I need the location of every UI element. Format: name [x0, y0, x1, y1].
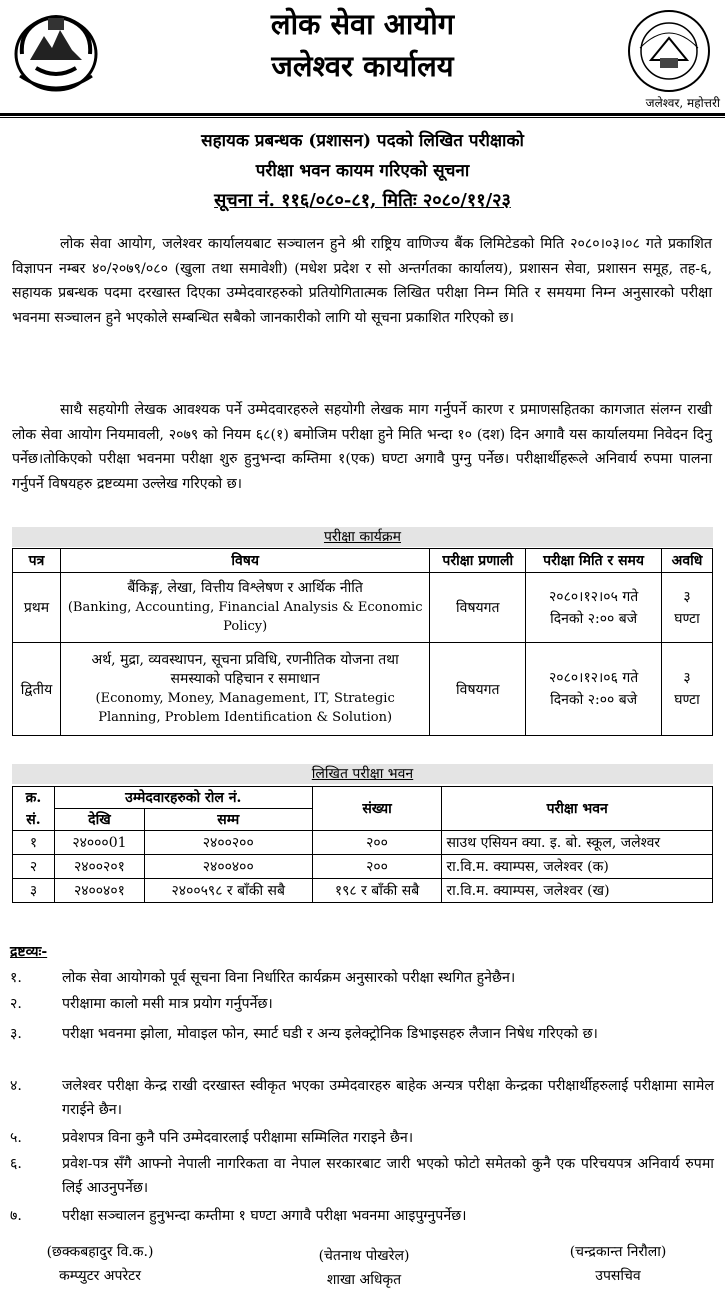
note-number: ५. [10, 1130, 22, 1146]
col-subject: विषय [60, 549, 429, 573]
note-number: ७. [10, 1208, 22, 1224]
roll-from: २४००४०१ [54, 879, 144, 903]
notes-heading: द्रष्टव्यः- [10, 944, 48, 960]
signature-block [518, 1240, 718, 1288]
note-item [10, 1022, 715, 1070]
col-roll-numbers: उम्मेदवारहरुको रोल नं. [54, 787, 312, 809]
col-from: देखि [54, 809, 144, 831]
signatory-title: शाखा अधिकृत [326, 1272, 402, 1288]
exam-date: २०८०।१२।०६ गते [549, 670, 639, 686]
col-system: परीक्षा प्रणाली [430, 549, 526, 573]
note-text: परीक्षामा कालो मसी मात्र प्रयोग गर्नुपर्नेछ। [62, 996, 273, 1012]
signatory-title: उपसचिव [595, 1268, 641, 1284]
col-sn-2: सं. [13, 809, 55, 831]
col-duration: अवधि [662, 549, 713, 573]
duration-value: ३ [683, 588, 691, 605]
row-sn: ३ [13, 879, 55, 903]
note-number: ३. [10, 1026, 22, 1042]
table-row [13, 831, 713, 855]
col-count: संख्या [312, 787, 442, 831]
note-item [10, 1204, 715, 1228]
candidate-count: २०० [312, 831, 442, 855]
table-row [13, 643, 713, 736]
schedule-section-title: परीक्षा कार्यक्रम [12, 527, 713, 547]
roll-to: २४००४०० [144, 855, 312, 879]
venue-section-title: लिखित परीक्षा भवन [12, 764, 713, 784]
exam-date: २०८०।१२।०५ गते [549, 588, 639, 605]
note-item [10, 966, 715, 990]
note-number: ४. [10, 1078, 22, 1094]
notice-title-line1: सहायक प्रबन्धक (प्रशासन) पदको लिखित परीक्षाको [201, 131, 524, 151]
roll-from: २४००२०१ [54, 855, 144, 879]
duration-unit: घण्टा [674, 692, 700, 708]
note-item [10, 1152, 715, 1200]
signature-block [264, 1244, 464, 1292]
signatory-title: कम्प्युटर अपरेटर [59, 1268, 141, 1284]
col-venue: परीक्षा भवन [442, 787, 713, 831]
paper-name: द्वितीय [13, 643, 61, 736]
subject-en: (Economy, Money, Management, IT, Strategic Planning, Problem Identification & Solution) [95, 691, 395, 725]
note-item [10, 1126, 715, 1150]
notice-paragraph-2: साथै सहयोगी लेखक आवश्यक पर्ने उम्मेदवारहरुले सहयोगी लेखक माग गर्नुपर्ने कारण र प्रमाणसहितका कागजात संलग्न राखी लोक सेवा आयोग नियमावली, २०७९ को नियम ६८(१) बमोजिम परीक्षा हुने मिति भन्दा १० (दश) दिन अगावै यस कार्यालयमा निवेदन दिनु पर्नेछ।तोकिएको परीक्षा भवनमा परीक्षा शुरु हुनुभन्दा कम्तिमा १(एक) घण्टा अगावै पुग्नु पर्नेछ। परीक्षार्थीहरूले अनिवार्य रुपमा पालना गर्नुपर्ने विषयहरु द्रष्टव्यमा उल्लेख गरिएको छ। [12, 402, 712, 492]
signature-block [0, 1240, 200, 1288]
table-row [13, 879, 713, 903]
office-location: जलेश्वर, महोत्तरी [645, 96, 720, 110]
exam-venue-table [12, 786, 713, 903]
note-text: जलेश्वर परीक्षा केन्द्र राखी दरखास्त स्वीकृत भएका उम्मेदवारहरु बाहेक अन्यत्र परीक्षा केन्द्रका परीक्षार्थीहरुलाई परीक्षामा सामेल गराईने छैन। [62, 1078, 714, 1118]
table-row [13, 855, 713, 879]
subject-np: बैंकिङ्ग, लेखा, वित्तीय विश्लेषण र आर्थिक नीति [127, 580, 363, 596]
subject-np: अर्थ, मुद्रा, व्यवस्थापन, सूचना प्रविधि, रणनीतिक योजना तथा समस्याको पहिचान र समाधान [91, 652, 399, 687]
note-text: प्रवेश-पत्र सँगै आफ्नो नेपाली नागरिकता वा नेपाल सरकारबाट जारी भएको फोटो समेतको कुनै एक परिचयपत्र अनिवार्य रुपमा लिई आउनुपर्नेछ। [62, 1156, 714, 1196]
office-name: जलेश्वर कार्यालय [271, 49, 454, 83]
candidate-count: १९८ र बाँकी सबै [312, 879, 442, 903]
venue-name: रा.वि.म. क्याम्पस, जलेश्वर (ख) [442, 879, 713, 903]
col-paper: पत्र [13, 549, 61, 573]
exam-time: दिनको २:०० बजे [550, 692, 638, 708]
roll-to: २४००२०० [144, 831, 312, 855]
note-item [10, 992, 715, 1016]
signatory-name: (छक्कबहादुर वि.क.) [46, 1244, 154, 1260]
notice-title-line2: परीक्षा भवन कायम गरिएको सूचना [255, 161, 470, 181]
candidate-count: २०० [312, 855, 442, 879]
roll-from: २४०००01 [54, 831, 144, 855]
note-text: प्रवेशपत्र विना कुनै पनि उम्मेदवारलाई परीक्षामा सम्मिलित गराइने छैन। [62, 1130, 414, 1146]
roll-to: २४००५९८ र बाँकी सबै [144, 879, 312, 903]
header-rule [0, 113, 725, 116]
notice-paragraph-1: लोक सेवा आयोग, जलेश्वर कार्यालयबाट सञ्चालन हुने श्री राष्ट्रिय वाणिज्य बैंक लिमिटेडको मिति २०८०।०३।०८ गते प्रकाशित विज्ञापन नम्बर ४०/२०७९/०८० (खुला तथा समावेशी) (मधेश प्रदेश र सो अन्तर्गतका कार्यालय), प्रशासन सेवा, प्रशासन समूह, तह-६, सहायक प्रबन्धक पदमा दरखास्त दिएका उम्मेदवारहरुको प्रतियोगितात्मक लिखित परीक्षा निम्न मिति र समयमा निम्न अनुसारको परीक्षा भवनमा सञ्चालन हुने भएकोले सम्बन्धित सबैको जानकारीको लागि यो सूचना प्रकाशित गरिएको छ। [12, 236, 712, 326]
exam-time: दिनको २:०० बजे [550, 610, 638, 627]
signatory-name: (चेतनाथ पोखरेल) [318, 1248, 410, 1264]
psc-logo-icon [626, 8, 712, 94]
row-sn: २ [13, 855, 55, 879]
org-name: लोक सेवा आयोग [270, 7, 455, 41]
col-datetime: परीक्षा मिति र समय [526, 549, 662, 573]
note-number: १. [10, 970, 22, 986]
duration-unit: घण्टा [674, 610, 700, 627]
note-number: २. [10, 996, 22, 1012]
exam-system: विषयगत [430, 573, 526, 643]
note-number: ६. [10, 1156, 22, 1172]
subject-en: (Banking, Accounting, Financial Analysis & Economic Policy) [67, 600, 423, 634]
table-row [13, 573, 713, 643]
venue-name: रा.वि.म. क्याम्पस, जलेश्वर (क) [442, 855, 713, 879]
note-item [10, 1074, 715, 1122]
note-text: लोक सेवा आयोगको पूर्व सूचना विना निर्धारित कार्यक्रम अनुसारको परीक्षा स्थगित हुनेछैन। [62, 970, 516, 986]
header-rule-thin [0, 117, 725, 118]
row-sn: १ [13, 831, 55, 855]
col-sn: क्र. [13, 787, 55, 809]
note-text: परीक्षा सञ्चालन हुनुभन्दा कम्तीमा १ घण्टा अगावै परीक्षा भवनमा आइपुग्नुपर्नेछ। [62, 1208, 467, 1224]
col-to: सम्म [144, 809, 312, 831]
signatory-name: (चन्द्रकान्त निरौला) [569, 1244, 667, 1260]
exam-system: विषयगत [430, 643, 526, 736]
exam-schedule-table [12, 548, 713, 736]
paper-name: प्रथम [13, 573, 61, 643]
duration-value: ३ [683, 670, 691, 686]
venue-name: साउथ एसियन क्या. इ. बो. स्कूल, जलेश्वर [442, 831, 713, 855]
notice-number: सूचना नं. ११६/०८०-८१, मितिः २०८०/११/२३ [214, 190, 511, 211]
note-text: परीक्षा भवनमा झोला, मोवाइल फोन, स्मार्ट घडी र अन्य इलेक्ट्रोनिक डिभाइसहरु लैजान निषेध गरिएको छ। [62, 1026, 598, 1042]
